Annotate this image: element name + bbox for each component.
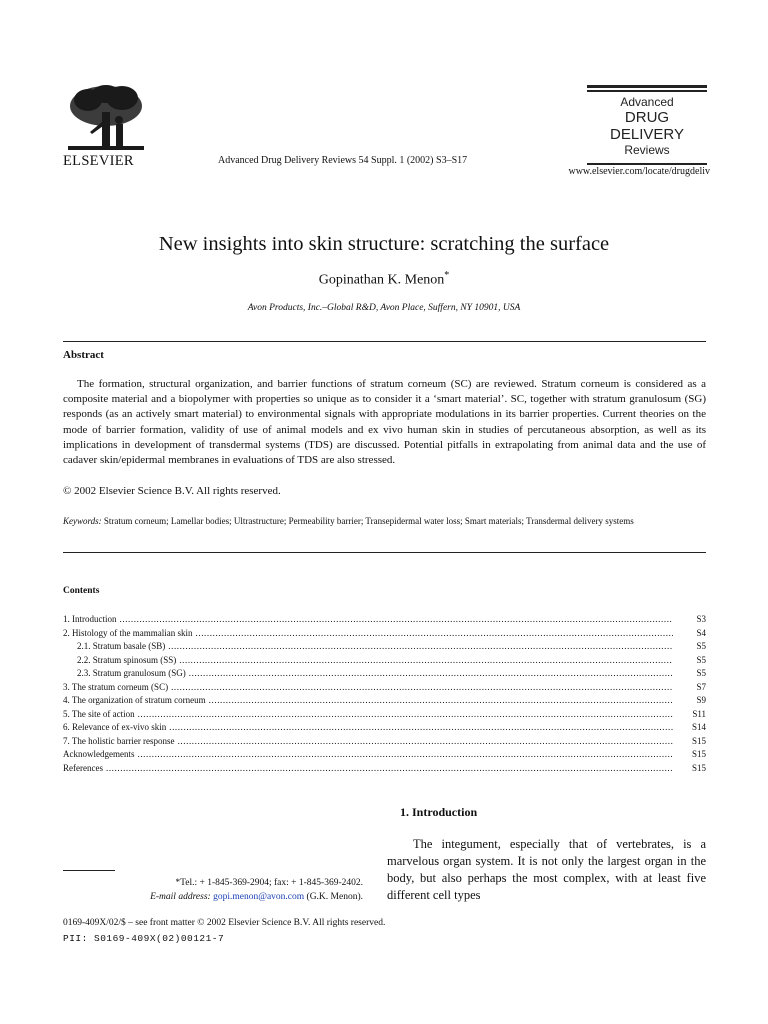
contents-heading: Contents — [63, 586, 100, 596]
toc-label: 2.3. Stratum granulosum (SG) — [77, 668, 186, 678]
toc-entry[interactable] — [63, 735, 706, 749]
article-title: New insights into skin structure: scratching the surface — [158, 233, 610, 255]
toc-leader-dots — [179, 654, 673, 668]
toc-label: References — [63, 762, 103, 773]
keywords-label: Keywords: — [63, 516, 102, 526]
toc-entry[interactable] — [63, 654, 706, 668]
toc-leader-dots — [209, 694, 673, 708]
toc-leader-dots — [196, 627, 674, 641]
logo-bottom-bar — [587, 163, 707, 165]
abstract-body: The formation, structural organization, and barrier functions of stratum corneum (SC) are reviewed. Stratum corneum is considered as a composite material and a biopolymer with properties so unique as to consider it a ‘smart material’. SC, together with stratum granulosum (SG) responds (as an actively smart material) to environmental signals with appropriate modulations in its barrier properties. Current theories on the mode of barrier formation, validity of use of animal models and ex vivo human skin in studies of percutaneous absorption, as well as its implications in development of transdermal systems (TDS) are discussed. Potential pitfalls in extrapolating from animal data and the use of cadaver skin/epidermal membranes in evaluations of TDS are also stressed. — [63, 378, 706, 467]
toc-entry[interactable] — [63, 762, 706, 776]
author-affiliation: Avon Products, Inc.–Global R&D, Avon Place, Suffern, NY 10901, USA — [247, 303, 521, 313]
journal-logo — [587, 85, 707, 165]
email-label: E-mail address: — [150, 892, 211, 902]
toc-leader-dots — [120, 613, 674, 627]
abstract-top-rule — [63, 341, 706, 342]
toc-page: S9 — [696, 695, 706, 705]
toc-page: S7 — [696, 681, 706, 692]
issn-line: 0169-409X/02/$ – see front matter © 2002 Elsevier Science B.V. All rights reserved. — [63, 918, 386, 928]
toc-leader-dots — [106, 762, 673, 776]
author-name: Gopinathan K. Menon — [318, 272, 445, 288]
abstract-heading: Abstract — [63, 349, 104, 361]
author-line — [0, 270, 768, 289]
abstract-copyright: © 2002 Elsevier Science B.V. All rights reserved. — [63, 485, 281, 497]
toc-leader-dots — [138, 708, 673, 722]
toc-entry[interactable] — [63, 627, 706, 641]
toc-page: S11 — [692, 708, 706, 719]
footnote-rule — [63, 870, 115, 871]
footnote-tel — [63, 876, 363, 890]
toc-page: S5 — [696, 641, 706, 651]
email-link[interactable]: gopi.menon@avon.com — [213, 892, 305, 902]
toc-entry[interactable] — [63, 721, 706, 735]
logo-line-reviews: Reviews — [624, 143, 670, 157]
toc-page: S5 — [696, 654, 706, 665]
toc-label: 1. Introduction — [63, 614, 117, 624]
introduction-text: The integument, especially that of vertebrates, is a marvelous organ system. It is not only the largest organ in the body, but also perhaps the most complex, with at least five different cell types — [387, 837, 706, 902]
toc-leader-dots — [189, 667, 673, 681]
logo-top-bar-thin — [587, 90, 707, 92]
logo-line-drug-delivery: DRUG DELIVERY — [610, 109, 684, 143]
toc-leader-dots — [171, 681, 673, 695]
email-suffix: (G.K. Menon). — [306, 892, 363, 902]
toc-page: S4 — [696, 627, 706, 638]
footnote-tel-text: Tel.: + 1-845-369-2904; fax: + 1-845-369-2402. — [180, 878, 363, 888]
author-footnote-mark[interactable]: * — [444, 270, 450, 281]
toc-page: S15 — [691, 749, 706, 759]
footnote-email — [63, 890, 363, 904]
toc-label: 5. The site of action — [63, 708, 135, 719]
pii-line: PII: S0169-409X(02)00121-7 — [63, 933, 225, 944]
toc-label: 2.1. Stratum basale (SB) — [77, 641, 166, 651]
toc-label: 6. Relevance of ex-vivo skin — [63, 722, 167, 732]
toc-entry[interactable] — [63, 667, 706, 681]
toc-page: S3 — [696, 614, 706, 624]
introduction-heading: 1. Introduction — [400, 805, 478, 819]
footnote-mark: * — [175, 878, 181, 888]
toc-leader-dots — [178, 735, 673, 749]
toc-leader-dots — [137, 748, 673, 762]
toc-page: S14 — [691, 722, 706, 732]
toc-label: 2.2. Stratum spinosum (SS) — [77, 654, 177, 665]
toc-label: 2. Histology of the mammalian skin — [63, 627, 193, 638]
toc-label: Acknowledgements — [63, 749, 135, 759]
keywords — [63, 515, 706, 528]
logo-top-bar — [587, 85, 707, 88]
toc-entry[interactable] — [63, 748, 706, 762]
toc-label: 7. The holistic barrier response — [63, 735, 175, 746]
toc-entry[interactable] — [63, 694, 706, 708]
toc-label: 4. The organization of stratum corneum — [63, 695, 206, 705]
publisher-name: ELSEVIER — [63, 153, 134, 169]
toc-leader-dots — [169, 721, 673, 735]
journal-citation: Advanced Drug Delivery Reviews 54 Suppl. 1 (2002) S3–S17 — [218, 155, 468, 166]
toc-page: S15 — [691, 762, 706, 773]
toc-entry[interactable] — [63, 681, 706, 695]
abstract-bottom-rule — [63, 552, 706, 553]
toc-page: S15 — [691, 735, 706, 746]
toc-entry[interactable] — [63, 640, 706, 654]
journal-url[interactable]: www.elsevier.com/locate/drugdeliv — [568, 166, 710, 177]
toc-label: 3. The stratum corneum (SC) — [63, 681, 169, 692]
logo-line-advanced: Advanced — [620, 95, 674, 109]
keywords-list: Stratum corneum; Lamellar bodies; Ultrastructure; Permeability barrier; Transepidermal water loss; Smart materials; Transdermal delivery systems — [103, 516, 634, 526]
elsevier-tree-logo — [62, 82, 150, 154]
toc-leader-dots — [168, 640, 673, 654]
table-of-contents — [63, 613, 706, 775]
toc-entry[interactable] — [63, 708, 706, 722]
toc-entry[interactable] — [63, 613, 706, 627]
toc-page: S5 — [696, 668, 706, 678]
